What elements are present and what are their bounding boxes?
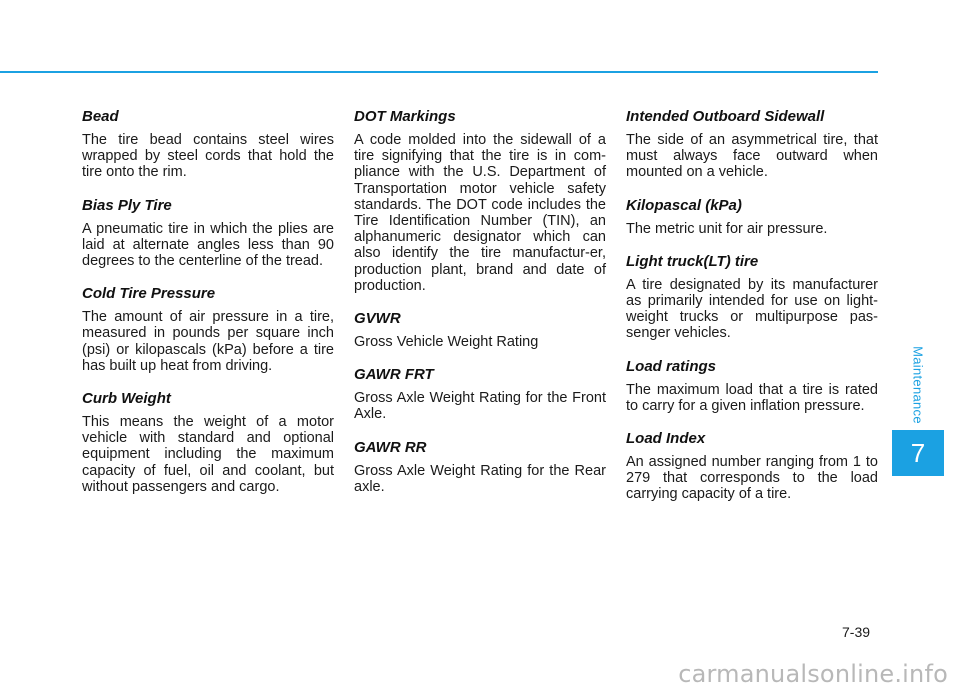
glossary-term: Cold Tire Pressure [82, 285, 216, 303]
glossary-definition: Gross Axle Weight Rating for the Front Axle. [354, 390, 606, 423]
glossary-entry [626, 430, 878, 503]
glossary-entry [354, 310, 606, 350]
glossary-definition: A code molded into the sidewall of a tire signifying that the tire is in com-pliance with the U.S. Department of Transportation motor vehicle safety standards. The DOT code includes the Tire Identification Number (TIN), an alphanumeric designator which can also identify the tire manufactur-er, production plant, brand and date of production. [354, 132, 606, 294]
glossary-term: Kilopascal (kPa) [626, 196, 742, 214]
glossary-definition: The metric unit for air pressure. [626, 220, 828, 237]
glossary-entry [82, 390, 334, 495]
glossary-term: Intended Outboard Sidewall [626, 108, 825, 125]
page-number: 7-39 [842, 624, 871, 640]
glossary-term: Bias Ply Tire [82, 196, 172, 214]
glossary-definition: Gross Axle Weight Rating for the Rear axle. [354, 462, 606, 495]
glossary-entry [82, 285, 334, 374]
glossary-term: Load Index [626, 430, 706, 448]
glossary-column-1 [82, 108, 334, 511]
glossary-entry [626, 358, 878, 414]
section-label: Maintenance [910, 346, 926, 424]
glossary-definition: The maximum load that a tire is rated to carry for a given inflation pressure. [626, 381, 878, 414]
glossary-definition: A tire designated by its manufacturer as primarily intended for use on light-weight trucks or multipurpose pas-senger vehicles. [626, 276, 878, 342]
watermark: carmanualsonline.info [678, 660, 948, 688]
glossary-definition: Gross Vehicle Weight Rating [354, 334, 539, 351]
glossary-entry [626, 253, 878, 342]
glossary-term: DOT Markings [354, 108, 456, 125]
glossary-entry [82, 197, 334, 270]
glossary-term: GAWR FRT [354, 366, 434, 384]
header-rule [0, 71, 878, 73]
glossary-definition: The amount of air pressure in a tire, measured in pounds per square inch (psi) or kilopascals (kPa) before a tire has built up heat from driving. [82, 309, 334, 374]
glossary-entry [354, 366, 606, 422]
glossary-column-3 [626, 108, 878, 519]
glossary-entry [82, 108, 334, 181]
glossary-entry [626, 197, 878, 237]
glossary-definition: An assigned number ranging from 1 to 279 that corresponds to the load carrying capacity of a tire. [626, 454, 878, 503]
glossary-definition: A pneumatic tire in which the plies are laid at alternate angles less than 90 degrees to the centerline of the tread. [82, 220, 334, 270]
glossary-term: Bead [82, 108, 119, 125]
glossary-entry [354, 439, 606, 495]
glossary-term: GAWR RR [354, 438, 427, 456]
glossary-definition: This means the weight of a motor vehicle with standard and optional equipment including the maximum capacity of fuel, oil and coolant, but without passengers and cargo. [82, 414, 334, 495]
chapter-tab: 7 [892, 430, 944, 476]
glossary-definition: The side of an asymmetrical tire, that must always face outward when mounted on a vehicle. [626, 132, 878, 181]
glossary-term: Load ratings [626, 357, 717, 375]
glossary-term: Curb Weight [82, 390, 171, 408]
glossary-column-2 [354, 108, 606, 511]
glossary-entry [354, 108, 606, 294]
glossary-term: Light truck(LT) tire [626, 252, 759, 270]
glossary-term: GVWR [354, 310, 401, 328]
glossary-entry [626, 108, 878, 181]
glossary-definition: The tire bead contains steel wires wrapped by steel cords that hold the tire onto the rim. [82, 132, 334, 181]
